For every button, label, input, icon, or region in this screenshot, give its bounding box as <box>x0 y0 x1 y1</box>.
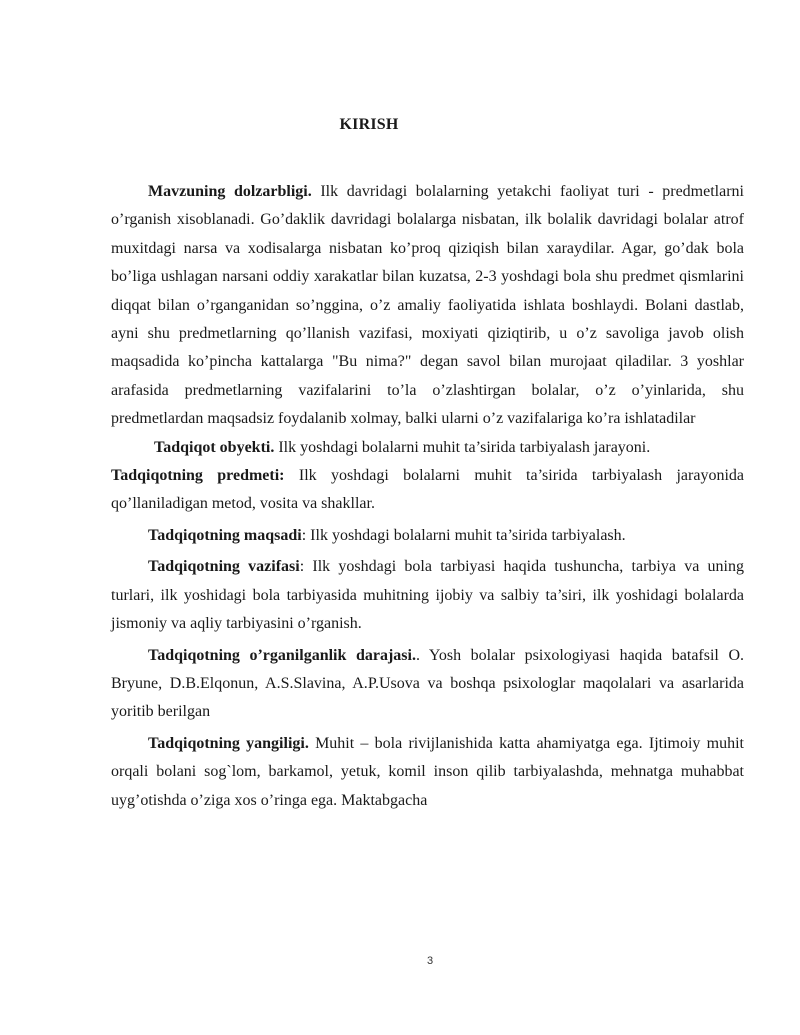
paragraph-dolzarbligi <box>111 178 744 434</box>
paragraph-label: Tadqiqotning maqsadi <box>148 526 302 544</box>
paragraph-label: Tadqiqotning o’rganilganlik darajasi. <box>148 646 416 664</box>
paragraph-label: Tadqiqotning yangiligi. <box>148 734 309 752</box>
page-number: 3 <box>426 955 434 967</box>
page-title: KIRISH <box>339 116 399 133</box>
paragraph-label: Mavzuning dolzarbligi. <box>148 183 312 200</box>
paragraph-vazifa <box>111 553 744 638</box>
paragraph-text: Ilk davridagi bolalarning yetakchi faoliyat turi - predmetlarni o’rganish xisoblanadi. Go’daklik davridagi bolalarga nisbatan, ilk bolalik davridagi bolalar atrof muxitdagi narsa va xodisalarga nisbatan ko’proq qiziqish bilan xaraydilar. Agar, go’dak bola bo’liga ushlagan narsani oddiy xarakatlar bilan kuzatsa, 2-3 yoshdagi bola shu predmet qismlarini diqqat bilan o’rganganidan so’nggina, o’z amaliy faoliyatida ishlata boshlaydi. Bolani dastlab, ayni shu predmetlarning qo’llanish vazifasi, moxiyati qiziqtirib, u o’z savoliga javob olish maqsadida ko’pincha kattalarga "Bu nima?" degan savol bilan murojaat qiladilar. 3 yoshlar arafasida predmetlarning vazifalarini to’la o’zlashtirgan bolalar, o’z o’yinlarida, shu predmetlardan maqsadsiz foydalanib xolmay, balki ularni o’z vazifalariga ko’ra ishlatadilar <box>111 183 744 428</box>
paragraph-label: Tadqiqotning predmeti: <box>111 467 285 485</box>
paragraph-text: Muhit – bola rivijlanishida katta ahamiyatga ega. Ijtimoiy muhit orqali bolani sog`lom, barkamol, yetuk, komil inson qilib tarbiyalashda, mehnatga muhabbat uyg’otishda o’ziga xos o’ringa ega. Maktabgacha <box>111 734 745 809</box>
body-text <box>111 178 744 815</box>
paragraph-organilganlik <box>111 642 744 727</box>
paragraph-text: : Ilk yoshdagi bolalarni muhit ta’sirida tarbiyalash. <box>301 526 626 544</box>
paragraph-label: Tadqiqotning vazifasi <box>148 558 300 576</box>
paragraph-label: Tadqiqot obyekti. <box>154 438 275 456</box>
paragraph-text: . Yosh bolalar psixologiyasi haqida batafsil O. Bryune, D.B.Elqonun, A.S.Slavina, A.P.Usova va boshqa psixologlar maqolalari va asarlarida yoritib berilgan <box>111 646 744 721</box>
paragraph-obyekt <box>111 434 744 462</box>
paragraph-yangilik <box>111 730 744 815</box>
paragraph-predmet <box>111 462 744 519</box>
paragraph-text: Ilk yoshdagi bolalarni muhit ta’sirida tarbiyalash jarayonida qo’llaniladigan metod, vosita va shakllar. <box>111 467 744 513</box>
paragraph-text: Ilk yoshdagi bolalarni muhit ta’sirida tarbiyalash jarayoni. <box>274 438 651 456</box>
paragraph-text: : Ilk yoshdagi bola tarbiyasi haqida tushuncha, tarbiya va uning turlari, ilk yoshidagi bola tarbiyasida muhitning ijobiy va salbiy ta’siri, ilk yoshidagi bolalarda jismoniy va aqliy tarbiyasini o’rganish. <box>111 558 744 633</box>
paragraph-maqsad <box>111 522 744 550</box>
